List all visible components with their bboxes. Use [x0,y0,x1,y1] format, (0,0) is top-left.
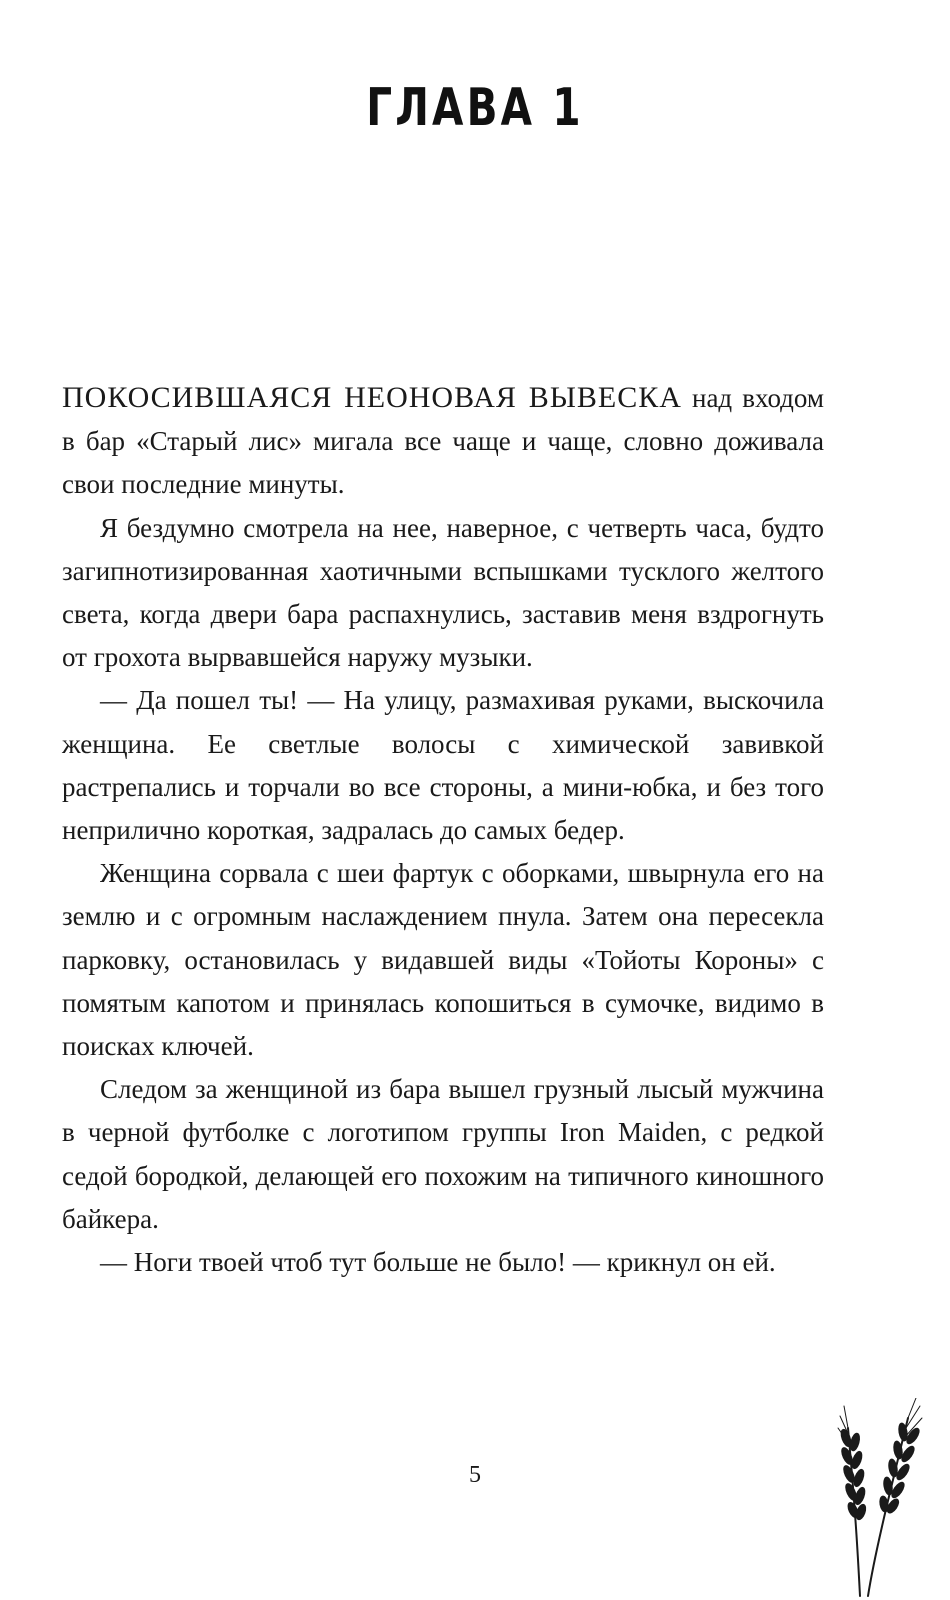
lead-caps: ПОКОСИВШАЯСЯ НЕОНОВАЯ ВЫВЕСКА [62,381,682,414]
paragraph-1 [62,376,824,507]
chapter-title: ГЛАВА 1 [366,78,584,138]
paragraph-2: Я бездумно смотрела на нее, наверное, с четверть часа, будто загипнотизированная хаотичными вспышками тусклого желтого света, когда двери бара распахнулись, заставив меня вздрогнуть от грохота вырвавшейся наружу музыки. [62,512,824,673]
paragraph-text: над входом в бар «Старый лис» мигала все чаще и чаще, словно доживала свои последние минуты. [62,383,824,500]
paragraph-6: — Ноги твоей чтоб тут больше не было! — крикнул он ей. [100,1247,776,1278]
page-number: 5 [469,1462,481,1488]
paragraph-5: Следом за женщиной из бара вышел грузный лысый мужчина в черной футболке с логотипом группы Iron Maiden, с редкой седой бородкой, делающей его похожим на типичного киношного байкера. [62,1074,824,1234]
paragraph-4: Женщина сорвала с шеи фартук с оборками, швырнула его на землю и с огромным наслаждением пнула. Затем она пересекла парковку, остановилась у видавшей виды «Тойоты Короны» с помятым капотом и принялась копошиться в сумочке, видимо в поисках ключей. [62,858,824,1062]
chapter-body [62,376,824,1284]
paragraph-3: — Да пошел ты! — На улицу, размахивая руками, выскочила женщина. Ее светлые волосы с химической завивкой растрепались и торчали во все стороны, а мини-юбка, и без того неприлично короткая, задралась до самых бедер. [62,685,824,846]
wheat-icon [830,1398,930,1598]
